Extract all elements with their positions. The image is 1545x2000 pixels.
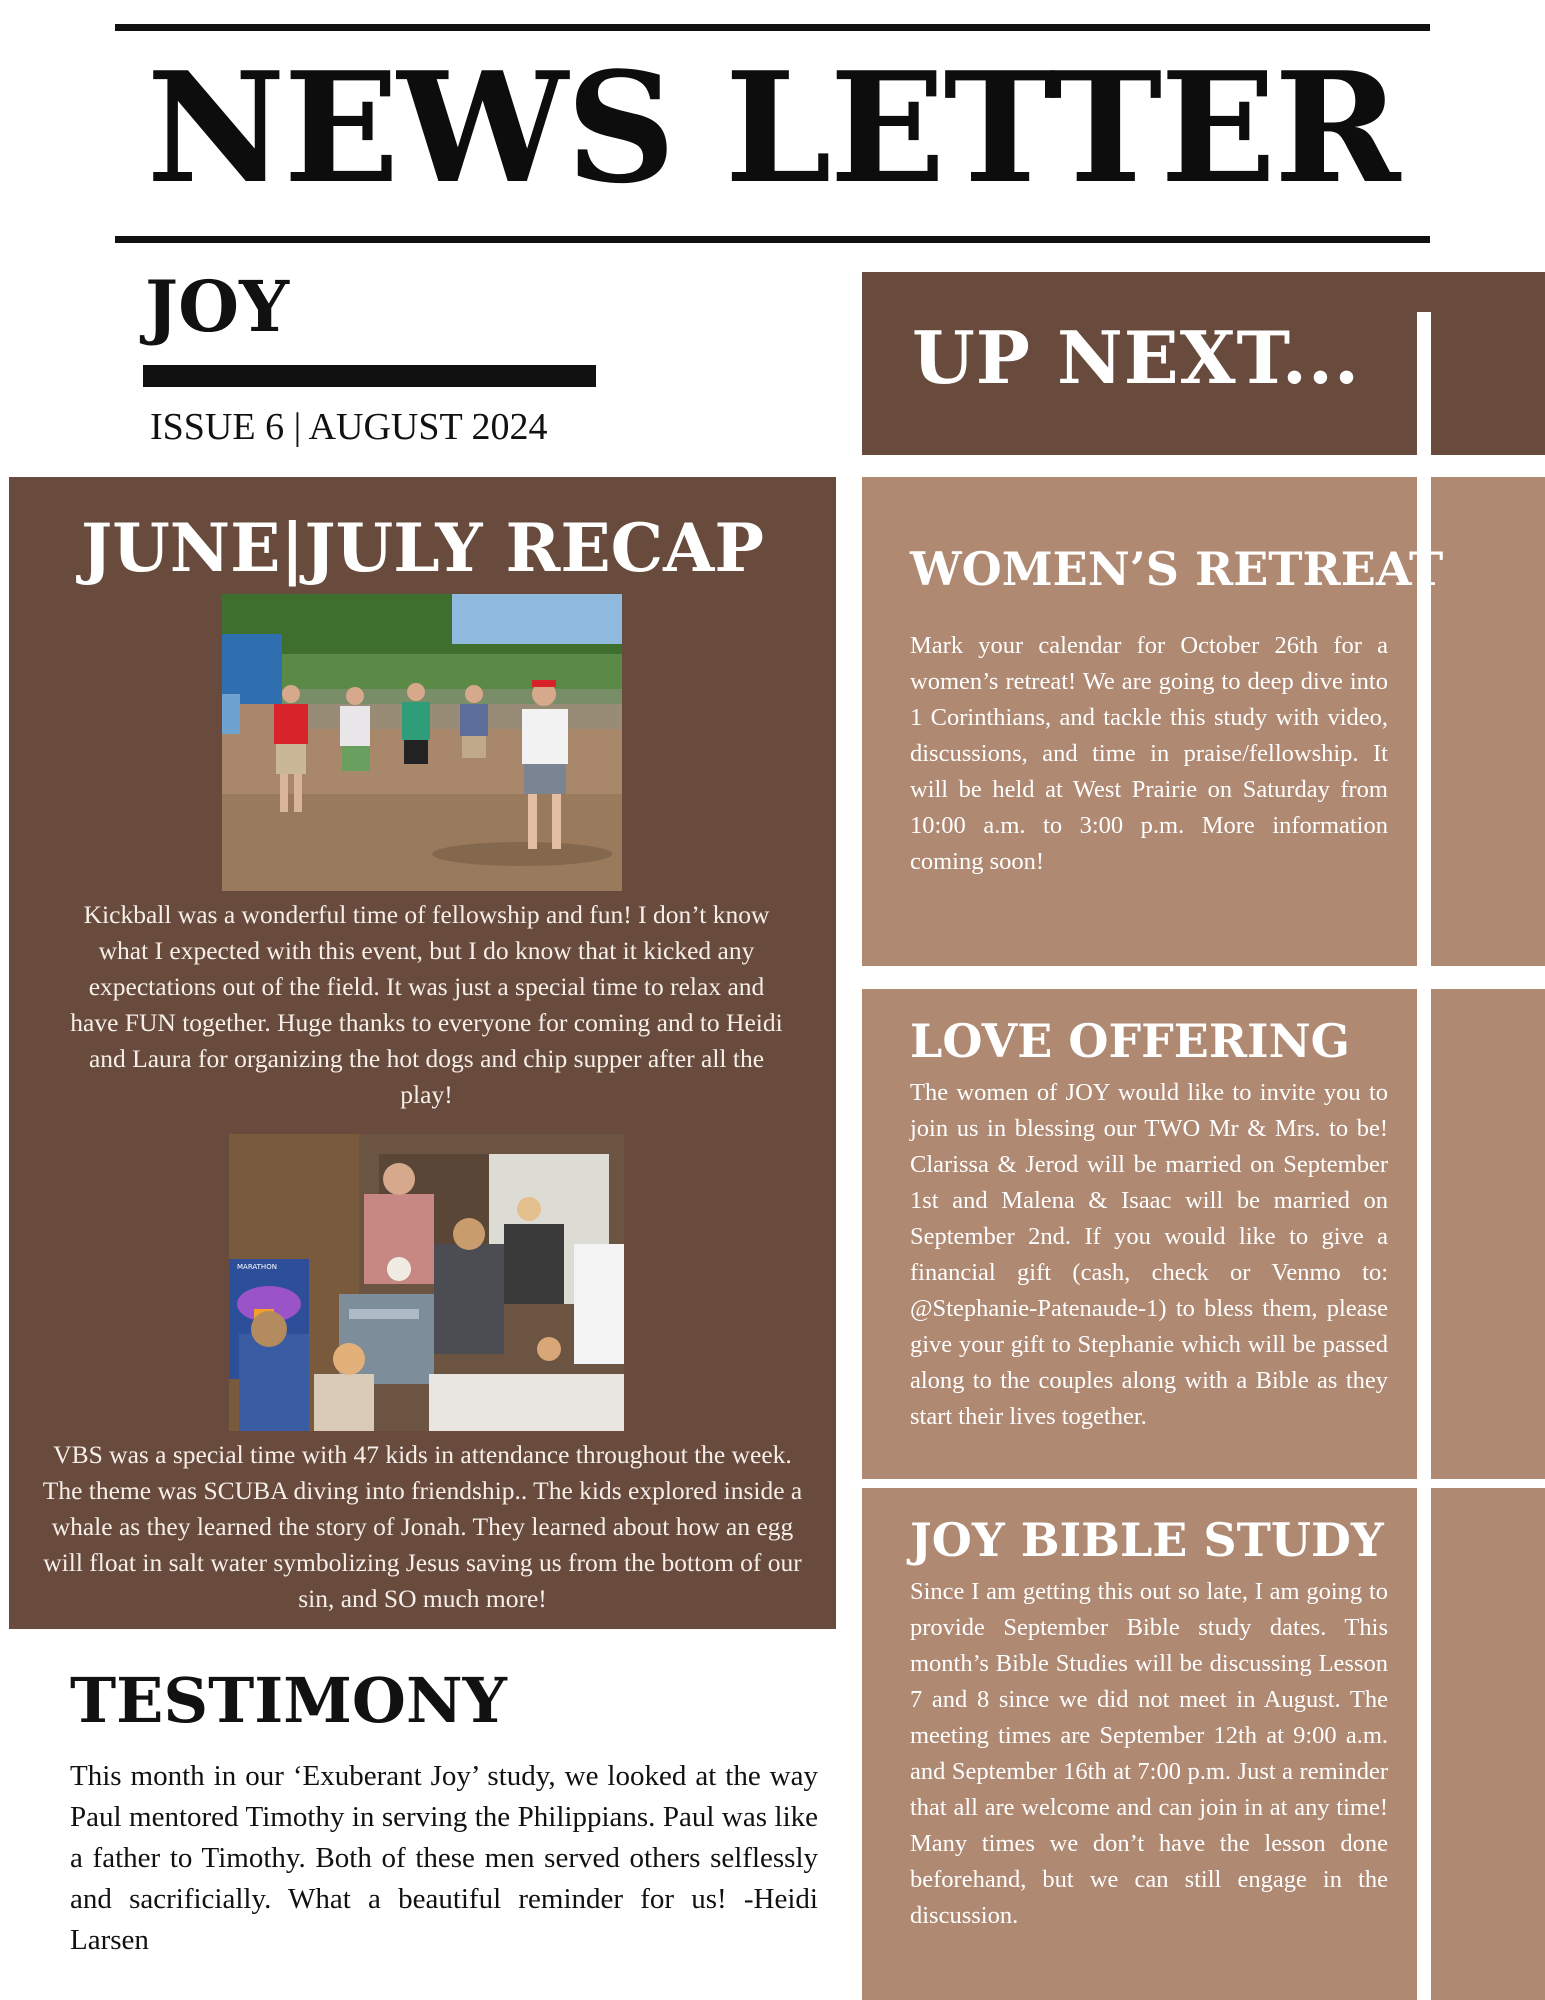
bible-study-body: Since I am getting this out so late, I am going to provide September Bible study dates. This month’s Bible Studies will be discussing Lesson 7 and 8 since we did not meet in August. The meeting times are September 12th at 9:00 a.m. and September 16th at 7:00 p.m. Just a reminder that all are welcome and can join in at any time! Many times we don’t have the lesson done beforehand, but we can still engage in the discussion. xyxy=(910,1578,1388,1929)
masthead-bottom-rule xyxy=(115,236,1430,243)
recap-panel xyxy=(9,477,836,1629)
bible-study-title: JOY BIBLE STUDY xyxy=(910,1513,1384,1567)
kickball-photo xyxy=(222,594,622,891)
testimony-body: This month in our ‘Exuberant Joy’ study, we looked at the way Paul mentored Timothy in serving the Philippians. Paul was like a father to Timothy. Both of these men served others selflessly and sacrificially. What a beautiful reminder for us! -Heidi Larsen xyxy=(70,1760,818,1956)
masthead-top-rule xyxy=(115,24,1430,31)
testimony-heading: TESTIMONY xyxy=(70,1664,507,1737)
womens-retreat-side-panel xyxy=(1431,477,1545,966)
up-next-title: UP NEXT... xyxy=(912,315,1361,400)
recap-title: JUNE|JULY RECAP xyxy=(80,509,764,587)
bible-study-side-panel xyxy=(1431,1488,1545,2000)
love-offering-title: LOVE OFFERING xyxy=(910,1014,1350,1068)
publication-name: JOY xyxy=(145,265,290,348)
womens-retreat-title: WOMEN’S RETREAT xyxy=(910,542,1444,596)
issue-line: ISSUE 6 | AUGUST 2024 xyxy=(150,406,548,448)
newsletter-title: NEWS LETTER xyxy=(146,38,1399,217)
kickball-text: Kickball was a wonderful time of fellowship and fun! I don’t know what I expected with this event, but I do know that it kicked any expectations out of the field. It was just a special time to relax and have FUN together. Huge thanks to everyone for coming and to Heidi and Laura for organizing the hot dogs and chip supper after all the play! xyxy=(70,900,783,1109)
womens-retreat-body: Mark your calendar for October 26th for a women’s retreat! We are going to deep dive into 1 Corinthians, and tackle this study with video, discussions, and time in praise/fellowship. It will be held at West Prairie on Saturday from 10:00 a.m. to 3:00 p.m. More information coming soon! xyxy=(910,632,1388,875)
love-offering-body: The women of JOY would like to invite you to join us in blessing our TWO Mr & Mrs. to be! Clarissa & Jerod will be married on September 1st and Malena & Isaac will be married on September 2nd. If you would like to give a financial gift (cash, check or Venmo to: @Stephanie-Patenaude-1) to bless them, please give your gift to Stephanie which will be passed along to the couples along with a Bible as they start their lives together. xyxy=(910,1079,1388,1430)
publication-underline xyxy=(143,365,596,387)
vbs-text: VBS was a special time with 47 kids in attendance throughout the week. The theme was SCUBA diving into friendship.. The kids explored inside a whale as they learned the story of Jonah. They learned about how an egg will float in salt water symbolizing Jesus saving us from the bottom of our sin, and SO much more! xyxy=(42,1440,803,1613)
vbs-poster-text: MARATHON xyxy=(237,1263,277,1271)
vbs-photo xyxy=(229,1134,624,1431)
love-offering-side-panel xyxy=(1431,989,1545,1479)
